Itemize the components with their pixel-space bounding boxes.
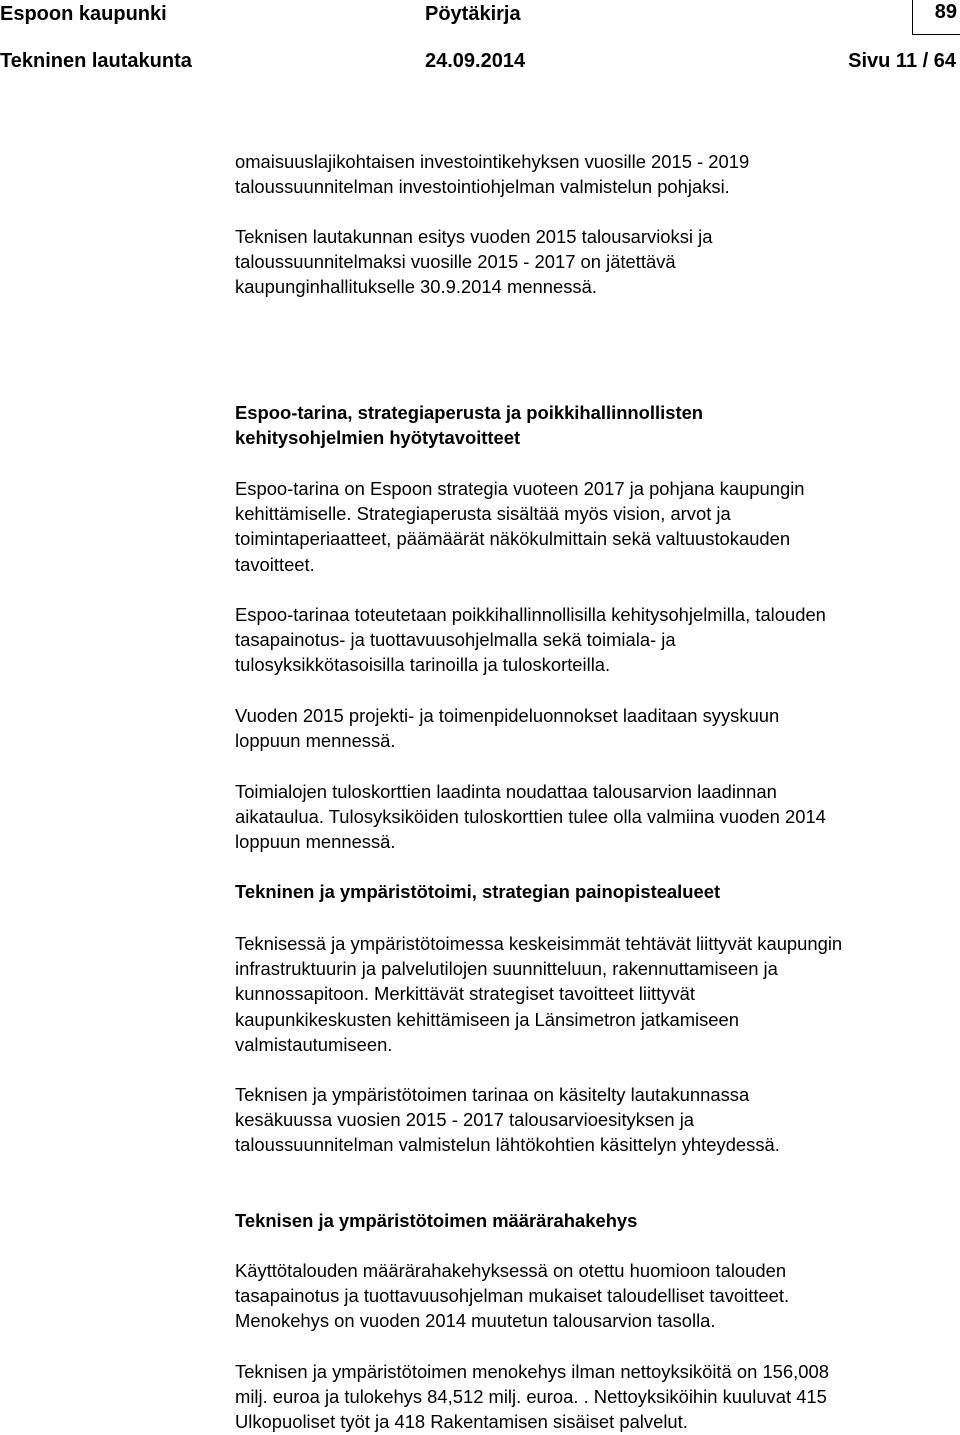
meeting-date: 24.09.2014 bbox=[425, 50, 526, 72]
section-heading-priorities: Tekninen ja ympäristötoimi, strategian painopistealueet bbox=[235, 881, 721, 902]
city-name: Espoon kaupunki bbox=[0, 3, 167, 25]
committee-name: Tekninen lautakunta bbox=[0, 50, 192, 72]
paragraph-scorecards: Toimialojen tuloskorttien laadinta noudattaa talousarvion laadinnan aikataulua. Tulosyksiköiden tuloskorttien tulee olla valmiina vuoden 2014 loppuun mennessä. bbox=[235, 781, 826, 853]
paragraph-investment-frame: omaisuuslajikohtaisen investointikehyksen vuosille 2015 - 2019 taloussuunnitelman investointiohjelman valmistelun pohjaksi. bbox=[235, 151, 750, 198]
document-type: Pöytäkirja bbox=[425, 3, 521, 25]
section-heading-budget-frame: Teknisen ja ympäristötoimen määrärahakehys bbox=[235, 1210, 638, 1231]
page-number: 89 bbox=[934, 1, 957, 23]
paragraph-espoo-story: Espoo-tarina on Espoon strategia vuoteen 2017 ja pohjana kaupungin kehittämiselle. Strategiaperusta sisältää myös vision, arvot ja toimintaperiaatteet, päämäärät näkökulmittain sekä valtuustokauden tavoitteet. bbox=[235, 478, 805, 575]
paragraph-projects-2015: Vuoden 2015 projekti- ja toimenpideluonnokset laaditaan syyskuun loppuun mennessä. bbox=[235, 705, 780, 752]
paragraph-budget-frame: Käyttötalouden määrärahakehyksessä on otettu huomioon talouden tasapainotus ja tuottavuusohjelman mukaiset taloudelliset tavoitteet. Menokehys on vuoden 2014 muutetun talousarvion tasolla. bbox=[235, 1260, 790, 1332]
paragraph-key-tasks: Teknisessä ja ympäristötoimessa keskeisimmät tehtävät liittyvät kaupungin infrastruktuurin ja palvelutilojen suunnitteluun, rakennuttamiseen ja kunnossapitoon. Merkittävät strategiset tavoitteet liittyvät kaupunkikeskusten kehittämiseen ja Länsimetron jatkamiseen valmistautumiseen. bbox=[235, 933, 843, 1055]
paragraph-espoo-story-implementation: Espoo-tarinaa toteutetaan poikkihallinnollisilla kehitysohjelmilla, talouden tasapainotus- ja tuottavuusohjelmalla sekä toimiala- ja tulosyksikkötasoisilla tarinoilla ja tuloskorteilla. bbox=[235, 604, 826, 676]
paragraph-expense-frame: Teknisen ja ympäristötoimen menokehys ilman nettoyksiköitä on 156,008 milj. euroa ja tulokehys 84,512 milj. euroa. . Nettoyksiköihin kuuluvat 415 Ulkopuoliset työt ja 418 Rakentamisen sisäiset palvelut. bbox=[235, 1361, 829, 1433]
page-number-box bbox=[912, 0, 960, 35]
paragraph-story-handling: Teknisen ja ympäristötoimen tarinaa on käsitelty lautakunnassa kesäkuussa vuosien 2015 - 2017 talousarvioesityksen ja taloussuunnitelman valmistelun lähtökohtien käsittelyn yhteydessä. bbox=[235, 1084, 780, 1156]
paragraph-board-proposal: Teknisen lautakunnan esitys vuoden 2015 talousarvioksi ja taloussuunnitelmaksi vuosille 2015 - 2017 on jätettävä kaupunginhallitukselle 30.9.2014 mennessä. bbox=[235, 226, 713, 298]
section-heading-espoo-story: Espoo-tarina, strategiaperusta ja poikkihallinnollisten kehitysohjelmien hyötytavoitteet bbox=[235, 402, 704, 449]
page-indicator: Sivu 11 / 64 bbox=[848, 50, 956, 72]
